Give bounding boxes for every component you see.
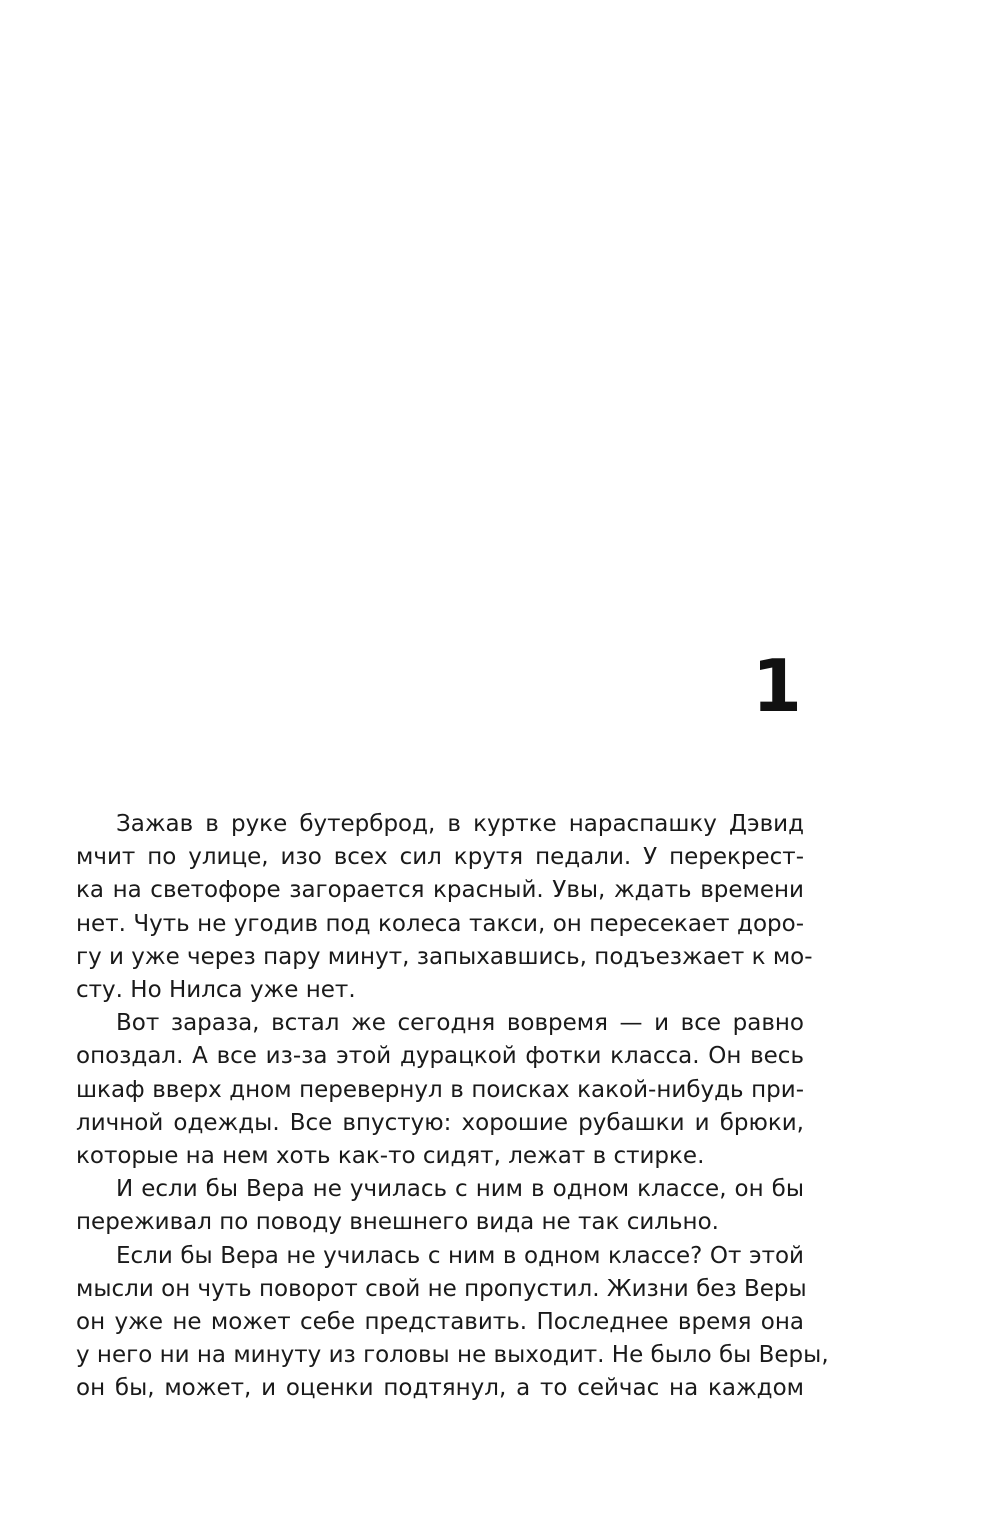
paragraph: [76, 1240, 829, 1406]
text-line: мысли он чуть поворот свой не пропустил. Жизни без Веры: [76, 1275, 807, 1302]
text-line: которые на нем хоть как-то сидят, лежат в стирке.: [76, 1143, 705, 1170]
text-line: Зажав в руке бутерброд, в куртке нараспашку Дэвид: [116, 811, 804, 837]
text-line: переживал по поводу внешнего вида не так сильно.: [76, 1209, 719, 1236]
chapter-number: 1: [751, 644, 802, 728]
text-line: шкаф вверх дном перевернул в поисках какой-нибудь при-: [76, 1076, 804, 1103]
text-line: ка на светофоре загорается красный. Увы, ждать времени: [76, 877, 804, 904]
text-line: у него ни на минуту из головы не выходит. Не было бы Веры,: [76, 1342, 829, 1369]
text-line: гу и уже через пару минут, запыхавшись, подъезжает к мо-: [76, 943, 813, 970]
text-line: сту. Но Нилса уже нет.: [76, 977, 356, 1004]
text-line: опоздал. А все из-за этой дурацкой фотки класса. Он весь: [76, 1043, 804, 1070]
text-line: И если бы Вера не училась с ним в одном классе, он бы: [116, 1176, 804, 1203]
text-line: личной одежды. Все впустую: хорошие рубашки и брюки,: [76, 1109, 804, 1136]
paragraph: [76, 1173, 804, 1239]
paragraph: [76, 808, 813, 1007]
text-line: Вот зараза, встал же сегодня вовремя — и все равно: [116, 1010, 804, 1037]
paragraph: [76, 1007, 804, 1173]
text-line: нет. Чуть не угодив под колеса такси, он пересекает доро-: [76, 910, 804, 937]
text-line: мчит по улице, изо всех сил крутя педали. У перекрест-: [76, 844, 804, 871]
chapter-body-text: [76, 808, 829, 1406]
text-line: Если бы Вера не училась с ним в одном классе? От этой: [116, 1242, 804, 1269]
text-line: он уже не может себе представить. Последнее время она: [76, 1309, 804, 1336]
text-line: он бы, может, и оценки подтянул, а то сейчас на каждом: [76, 1375, 804, 1402]
